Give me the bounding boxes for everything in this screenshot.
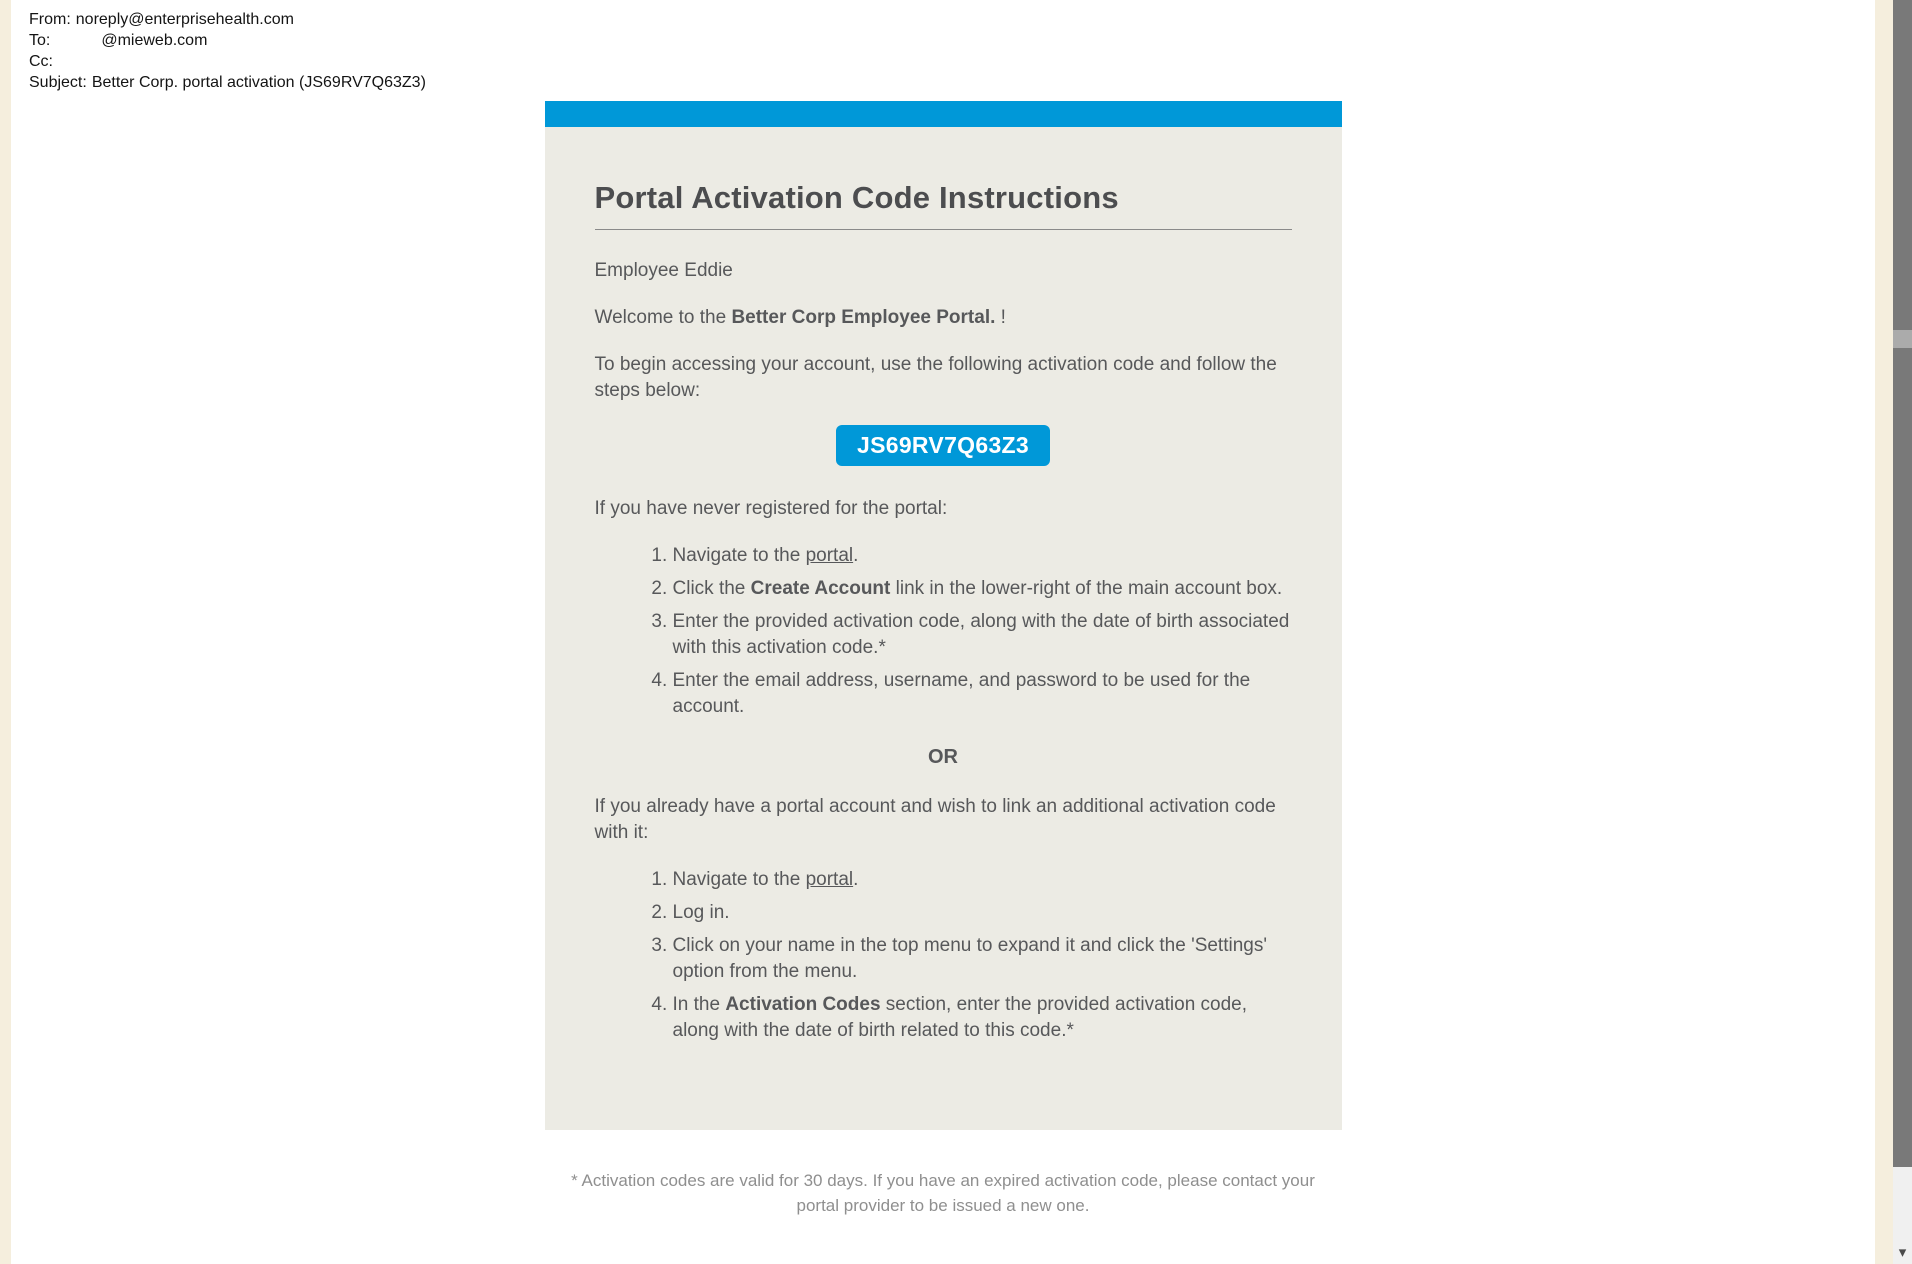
bold-text-run: Create Account — [750, 578, 891, 599]
text-run: Click the — [672, 578, 751, 599]
section2-heading: If you already have a portal account and wish to link an additional activation code with it: — [594, 796, 1276, 843]
email-content — [545, 127, 1342, 1130]
scrollbar-segment-main[interactable] — [1893, 348, 1912, 1167]
email-raw-headers — [29, 9, 426, 93]
list-step — [673, 668, 1292, 720]
bold-text-run: Activation Codes — [725, 994, 881, 1015]
text-run: ! — [995, 307, 1006, 328]
text-run: . — [853, 869, 859, 890]
subject-value: Better Corp. portal activation (JS69RV7Q63Z3) — [91, 74, 426, 91]
subject-label: Subject: — [29, 74, 87, 91]
bold-text-run: Better Corp Employee Portal. — [731, 307, 996, 328]
page-title: Portal Activation Code Instructions — [594, 180, 1119, 215]
email-body-card — [545, 101, 1342, 1130]
intro-text: To begin accessing your account, use the following activation code and follow the steps below: — [594, 354, 1277, 401]
text-run: Log in. — [672, 902, 730, 923]
chevron-down-icon: ▾ — [1898, 1243, 1907, 1261]
from-value: noreply@enterprisehealth.com — [75, 11, 294, 28]
text-run: In the — [672, 994, 726, 1015]
list-step — [673, 933, 1292, 985]
cc-label: Cc: — [29, 53, 53, 70]
registration-steps-list — [595, 543, 1292, 720]
title-divider — [595, 229, 1292, 230]
text-run: section, enter the provided activation code, along with the date of birth related to this code.* — [672, 994, 1248, 1041]
section1-heading: If you have never registered for the portal: — [594, 498, 948, 519]
greeting-text: Employee Eddie — [594, 260, 733, 281]
portal-link[interactable]: portal — [805, 869, 854, 890]
text-run: . — [853, 545, 859, 566]
list-step — [673, 992, 1292, 1044]
text-run: link in the lower-right of the main account box. — [890, 578, 1283, 599]
email-view-panel — [11, 0, 1875, 1264]
scrollbar-segment-top[interactable] — [1893, 0, 1912, 330]
scrollbar-thumb[interactable] — [1893, 330, 1912, 348]
list-step — [673, 867, 1292, 893]
or-separator: OR — [928, 746, 958, 768]
activation-code-row — [595, 425, 1292, 466]
text-run: Enter the email address, username, and password to be used for the account. — [672, 670, 1251, 717]
vertical-scrollbar[interactable] — [1893, 0, 1912, 1264]
header-line-subject — [29, 72, 426, 93]
list-step — [673, 543, 1292, 569]
email-accent-bar — [545, 101, 1342, 127]
list-step — [673, 609, 1292, 661]
text-run: Click on your name in the top menu to expand it and click the 'Settings' option from the menu. — [672, 935, 1267, 982]
to-value: @mieweb.com — [101, 32, 208, 49]
text-run: Enter the provided activation code, along with the date of birth associated with this activation code.* — [672, 611, 1290, 658]
header-line-from — [29, 9, 426, 30]
text-run: Navigate to the — [672, 545, 806, 566]
scroll-down-button[interactable] — [1893, 1240, 1912, 1264]
header-line-to — [29, 30, 426, 51]
to-label: To: — [29, 32, 51, 49]
portal-link[interactable]: portal — [805, 545, 854, 566]
list-step — [673, 576, 1292, 602]
header-line-cc — [29, 51, 426, 72]
footnote-text: * Activation codes are valid for 30 days. If you have an expired activation code, please contact your portal provider to be issued a new one. — [571, 1171, 1315, 1215]
list-step — [673, 900, 1292, 926]
text-run: Navigate to the — [672, 869, 806, 890]
text-run: Welcome to the — [594, 307, 732, 328]
welcome-text — [595, 305, 1292, 331]
from-label: From: — [29, 11, 71, 28]
activation-code-badge: JS69RV7Q63Z3 — [836, 425, 1050, 466]
link-code-steps-list — [595, 867, 1292, 1044]
